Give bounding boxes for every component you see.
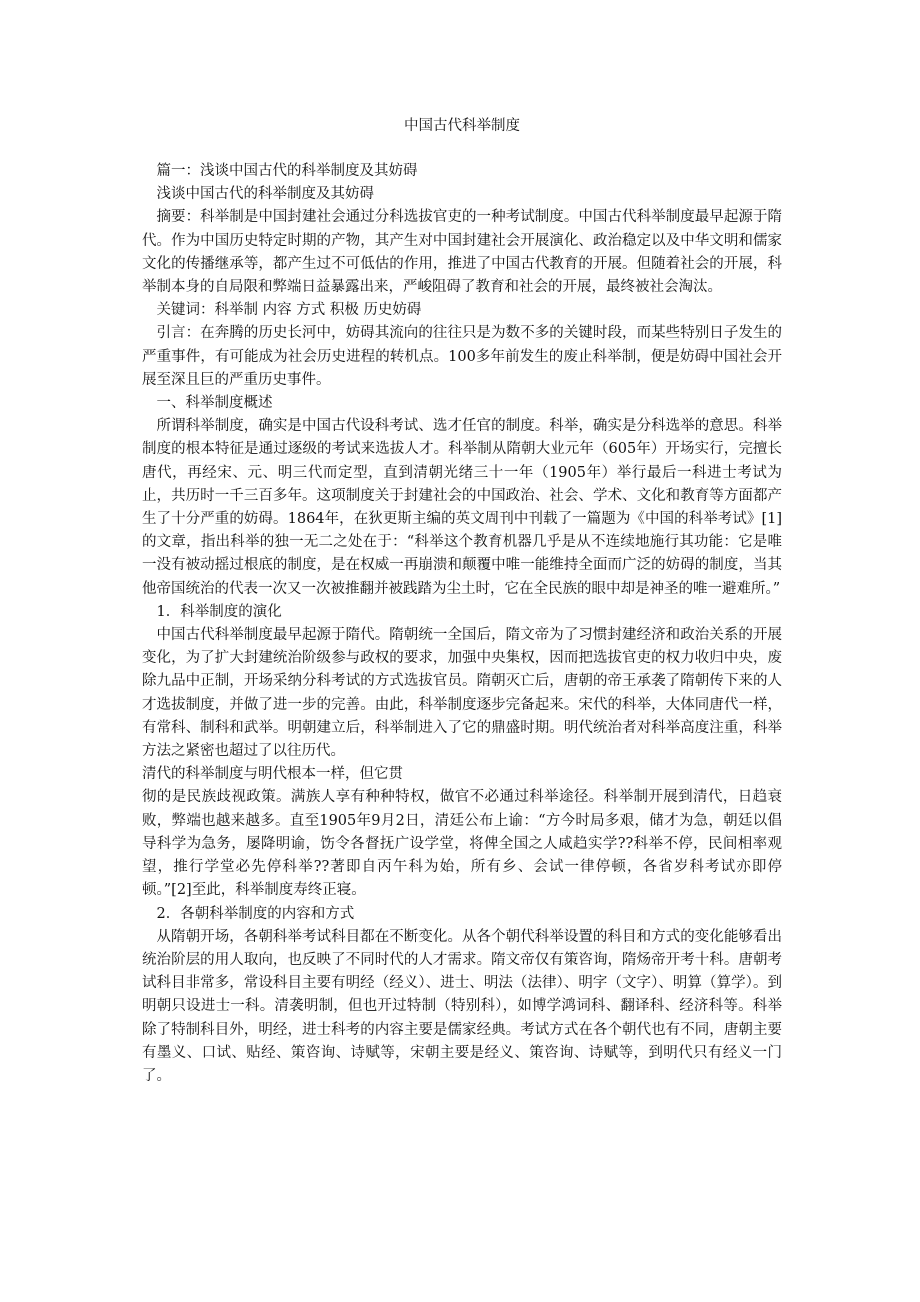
content-methods-paragraph: 从隋朝开场，各朝科举考试科目都在不断变化。从各个朝代科举设置的科目和方式的变化能够看出统治阶层的用人取向，也反映了不同时代的人才需求。隋文帝仅有策咨询，隋炀帝开考十科。唐朝考试科目非常多，常设科目主要有明经（经义）、进士、明法（法律）、明字（文字）、明算（算学）。到明朝只设进士一科。清袭明制，但也开过特制（特别科），如博学鸿词科、翻译科、经济科等。科举除了特制科目外，明经，进士科考的内容主要是儒家经典。考试方式在各个朝代也有不同，唐朝主要有墨义、口试、贴经、策咨询、诗赋等，宋朝主要是经义、策咨询、诗赋等，到明代只有经义一门了。 <box>142 928 782 1084</box>
document-body <box>142 160 782 1088</box>
section-heading-overview: 一、科举制度概述 <box>156 395 273 412</box>
introduction-paragraph: 引言：在奔腾的历史长河中，妨碍其流向的往往只是为数不多的关键时段，而某些特别日子发生的严重事件，有可能成为社会历史进程的转机点。100多年前发生的废止科举制，便是妨碍中国社会开展至深且巨的严重历史事件。 <box>142 325 782 388</box>
section-heading-part-one: 篇一：浅谈中国古代的科举制度及其妨碍 <box>156 163 418 179</box>
overview-paragraph: 所谓科举制度，确实是中国古代设科考试、选才任官的制度。科举，确实是分科选举的意思。科举制度的根本特征是通过逐级的考试来选拔人才。科举制从隋朝大业元年（605年）开场实行，完擅长唐代，再经宋、元、明三代而定型，直到清朝光绪三十一年（1905年）举行最后一科进士考试为止，共历时一千三百多年。这项制度关于封建社会的中国政治、社会、学术、文化和教育等方面都产生了十分严重的妨碍。1864年，在狄更斯主编的英文周刊中刊载了一篇题为《中国的科举考试》[1]的文章，指出科举的独一无二之处在于：“科举这个教育机器几乎是从不连续地施行其功能：它是唯一没有被动摇过根底的制度，是在权威一再崩溃和颠覆中唯一能维持全面而广泛的妨碍的制度，当其他帝国统治的代表一次又一次被推翻并被践踏为尘土时，它在全民族的眼中却是神圣的唯一避难所。” <box>142 418 782 597</box>
subsection-heading-content-methods: 2．各朝科举制度的内容和方式 <box>156 905 355 922</box>
evolution-paragraph: 中国古代科举制度最早起源于隋代。隋朝统一全国后，隋文帝为了习惯封建经济和政治关系的开展变化，为了扩大封建统治阶级参与政权的要求，加强中央集权，因而把选拔官吏的权力收归中央，废除九品中正制，开场采纳分科考试的方式选拔官员。隋朝灭亡后，唐朝的帝王承袭了隋朝传下来的人才选拔制度，并做了进一步的完善。由此，科举制度逐步完备起来。宋代的科举，大体同唐代一样，有常科、制科和武举。明朝建立后，科举制进入了它的鼎盛时期。明代统治者对科举高度注重，科举方法之紧密也超过了以往历代。 <box>142 627 782 760</box>
qing-dynasty-paragraph: 彻的是民族歧视政策。满族人享有种种特权，做官不必通过科举途径。科举制开展到清代，日趋衰败，弊端也越来越多。直至1905年9月2日，清廷公布上谕：“方今时局多艰，储才为急，朝廷以倡导科学为急务，屡降明谕，饬令各督抚广设学堂，将俾全国之人咸趋实学??科举不停，民间相率观望，推行学堂必先停科举??著即自丙午科为始，所有乡、会试一律停顿，各省岁科考试亦即停顿。”[2]至此，科举制度寿终正寝。 <box>142 789 782 899</box>
document-title: 中国古代科举制度 <box>404 118 520 134</box>
qing-dynasty-line: 清代的科举制度与明代根本一样，但它贯 <box>142 766 403 783</box>
subsection-heading-evolution: 1．科举制度的演化 <box>156 603 282 620</box>
keywords-line: 关键词：科举制 内容 方式 积极 历史妨碍 <box>156 302 422 319</box>
article-title: 浅谈中国古代的科举制度及其妨碍 <box>156 186 374 203</box>
abstract-paragraph: 摘要：科举制是中国封建社会通过分科选拔官吏的一种考试制度。中国古代科举制度最早起源于隋代。作为中国历史特定时期的产物，其产生对中国封建社会开展演化、政治稳定以及中华文明和儒家文化的传播继承等，都产生过不可低估的作用，推进了中国古代教育的开展。但随着社会的开展，科举制本身的自局限和弊端日益暴露出来，严峻阻碍了教育和社会的开展，最终被社会淘汰。 <box>142 209 782 296</box>
